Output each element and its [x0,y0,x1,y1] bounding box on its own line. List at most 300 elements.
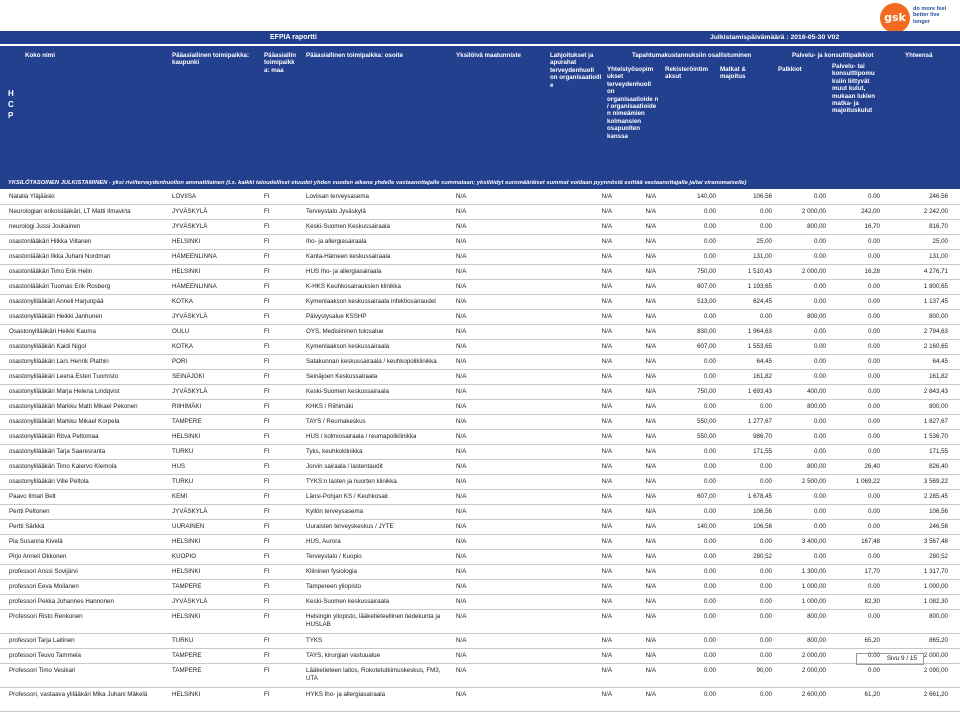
cell-reg: 0.00 [703,478,716,485]
cell-city: HELSINKI [172,268,201,275]
header-sponsorship: Yhteistyösopim ukset terveydenhuoll on organisaatioide n / organisaatioide n nimeämien kolmansien osapuolten kanssa [607,66,659,140]
cell-total: 106,56 [929,508,948,515]
cell-rel: 0.00 [867,328,880,335]
cell-city: KEMI [172,493,188,500]
cell-country: FI [264,538,270,545]
cell-id: N/A [456,448,467,455]
cell-don: N/A [601,583,612,590]
cell-fees: 0.00 [813,238,826,245]
cell-total: 64,45 [932,358,948,365]
table-row [0,385,960,400]
header-unique-id: Yksilöivä maatunniste [456,52,521,59]
cell-spon: N/A [645,667,656,674]
cell-rel: 0.00 [867,298,880,305]
cell-id: N/A [456,463,467,470]
gsk-logo-tagline: do more feel better live longer [913,6,947,25]
cell-travel: 1 277,67 [747,418,772,425]
cell-total: 865,20 [929,637,948,644]
cell-spon: N/A [645,313,656,320]
cell-travel: 0.00 [759,478,772,485]
cell-fees: 800,00 [807,637,826,644]
cell-reg: 0.00 [703,253,716,260]
cell-city: SEINÄJOKI [172,373,205,380]
cell-country: FI [264,313,270,320]
cell-country: FI [264,553,270,560]
header-country: Pääasiallin toimipaikk a: maa [264,52,296,74]
cell-id: N/A [456,553,467,560]
cell-country: FI [264,637,270,644]
cell-name: Osastonylilääkäri Heikki Kauma [9,328,97,335]
cell-name: osastonlääkäri Timo Erik Helin [9,268,93,275]
cell-name: osastonylilääkäri Markku Mikael Korpela [9,418,120,425]
cell-spon: N/A [645,433,656,440]
cell-country: FI [264,358,270,365]
header-city: Pääasiallinen toimipaikka: kaupunki [172,52,250,67]
cell-address: K-HKS Keuhkosairauksien klinikka [306,283,401,290]
cell-name: Professori, vastaava ylilääkäri Mika Juhani Mäkelä [9,691,148,698]
cell-address: Satakunnan keskussairaala / keuhkopoliklinikka [306,358,437,365]
cell-id: N/A [456,478,467,485]
cell-address: Kliininen fysiologia [306,568,357,575]
cell-city: PORI [172,358,188,365]
cell-rel: 0.00 [867,493,880,500]
cell-name: Neurologian erikoislääkäri, LT Matti Ilmavirta [9,208,131,215]
cell-address: Tyks, keuhkoklinikka [306,448,363,455]
cell-name: osastonylilääkäri Anneli Harjunpää [9,298,104,305]
cell-id: N/A [456,523,467,530]
cell-travel: 90,00 [756,667,772,674]
cell-address: Kymenlaakson keskussairaala [306,343,390,350]
cell-travel: 1 693,43 [747,388,772,395]
cell-spon: N/A [645,268,656,275]
cell-travel: 0.00 [759,538,772,545]
cell-reg: 607,00 [697,283,716,290]
cell-city: HUS [172,463,186,470]
cell-rel: 1 069,22 [855,478,880,485]
cell-travel: 25,00 [756,238,772,245]
cell-country: FI [264,268,270,275]
cell-spon: N/A [645,328,656,335]
cell-don: N/A [601,523,612,530]
cell-don: N/A [601,418,612,425]
cell-fees: 400,00 [807,388,826,395]
cell-fees: 2 000,00 [801,208,826,215]
cell-spon: N/A [645,568,656,575]
cell-total: 800,00 [929,613,948,620]
cell-id: N/A [456,358,467,365]
gsk-logo-mark: gsk [880,3,910,33]
cell-travel: 280,52 [753,553,772,560]
cell-travel: 64,45 [756,358,772,365]
cell-spon: N/A [645,403,656,410]
cell-name: professori Anssi Sovijärvi [9,568,78,575]
cell-id: N/A [456,223,467,230]
cell-name: Pia Susanna Kivelä [9,538,63,545]
cell-name: osastonylilääkäri Markku Matti Mikael Pekonen [9,403,138,410]
cell-address: Terveystalo / Kuopio [306,553,362,560]
cell-spon: N/A [645,553,656,560]
cell-country: FI [264,298,270,305]
cell-reg: 550,00 [697,433,716,440]
cell-don: N/A [601,538,612,545]
cell-travel: 1 510,43 [747,268,772,275]
cell-fees: 0.00 [813,508,826,515]
cell-id: N/A [456,298,467,305]
hcp-label: H C P [8,89,14,120]
cell-name: professori Tarja Laitinen [9,637,75,644]
cell-rel: 242,00 [861,208,880,215]
cell-don: N/A [601,403,612,410]
cell-country: FI [264,583,270,590]
cell-country: FI [264,652,270,659]
cell-name: osastonylilääkäri Ritva Peltomaa [9,433,99,440]
cell-fees: 0.00 [813,448,826,455]
cell-don: N/A [601,223,612,230]
cell-name: professori Pekka Johannes Hannonen [9,598,114,605]
table-row [0,400,960,415]
cell-country: FI [264,373,270,380]
cell-address: Seinäjoen Keskussairaala [306,373,378,380]
cell-country: FI [264,493,270,500]
cell-don: N/A [601,613,612,620]
cell-travel: 171,55 [753,448,772,455]
cell-name: osastonylilääkäri Heikki Janhunen [9,313,103,320]
cell-don: N/A [601,652,612,659]
cell-travel: 161,82 [753,373,772,380]
cell-address: Loviisan terveysasema [306,193,369,200]
cell-rel: 0.00 [867,403,880,410]
cell-rel: 0.00 [867,508,880,515]
cell-reg: 750,00 [697,268,716,275]
cell-total: 161,82 [929,373,948,380]
cell-reg: 0.00 [703,652,716,659]
table-row [0,415,960,430]
cell-total: 1 827,67 [923,418,948,425]
cell-spon: N/A [645,448,656,455]
cell-fees: 0.00 [813,418,826,425]
cell-travel: 0.00 [759,568,772,575]
cell-address: Terveystalo Jyväskylä [306,208,366,215]
cell-travel: 0.00 [759,463,772,470]
cell-total: 2 794,63 [923,328,948,335]
cell-fees: 0.00 [813,298,826,305]
cell-city: HÄMEENLINNA [172,253,217,260]
cell-travel: 106,56 [753,193,772,200]
cell-rel: 16,70 [864,223,880,230]
cell-city: LOVIISA [172,193,197,200]
cell-id: N/A [456,373,467,380]
cell-don: N/A [601,691,612,698]
cell-spon: N/A [645,478,656,485]
table-row [0,190,960,205]
table-row [0,475,960,490]
cell-reg: 513,00 [697,298,716,305]
cell-city: RIIHIMÄKI [172,403,202,410]
cell-total: 2 285,45 [923,493,948,500]
cell-address: Keski-Suomen keskussairaala [306,598,389,605]
cell-country: FI [264,208,270,215]
cell-total: 2 843,43 [923,388,948,395]
table-row [0,610,960,634]
cell-address: Kymenlaakson keskussairaala infektiosairaudet [306,298,437,305]
cell-city: TAMPERE [172,652,202,659]
table-row [0,265,960,280]
cell-travel: 0.00 [759,652,772,659]
cell-name: Professori Timo Vesikari [9,667,76,674]
cell-total: 826,40 [929,463,948,470]
cell-address: HUS / kolmiosairaala / reumapoliklinikka [306,433,417,440]
header-related: Palvelu- tai konsulttipomu ksiin liittyvät muut kulut, mukaan lukien matka- ja majoituskulut [832,63,875,115]
cell-id: N/A [456,253,467,260]
cell-rel: 0.00 [867,583,880,590]
cell-fees: 0.00 [813,553,826,560]
table-row [0,490,960,505]
cell-address: TAYS, kirurgian vastuualue [306,652,381,659]
cell-rel: 0.00 [867,358,880,365]
cell-travel: 1 964,63 [747,328,772,335]
title-bar-blank [0,31,170,44]
cell-address: Keski-Suomen Keskussairaala [306,223,390,230]
cell-reg: 0.00 [703,358,716,365]
cell-fees: 2 500,00 [801,478,826,485]
cell-rel: 0.00 [867,313,880,320]
cell-fees: 2 000,00 [801,667,826,674]
cell-name: osastonylilääkäri Tarja Saaresranta [9,448,106,455]
cell-reg: 0.00 [703,223,716,230]
cell-city: OULU [172,328,190,335]
cell-rel: 0.00 [867,238,880,245]
cell-address: HYKS Iho- ja allergiasairaala [306,691,386,698]
cell-id: N/A [456,598,467,605]
cell-country: FI [264,433,270,440]
cell-travel: 0.00 [759,583,772,590]
cell-rel: 82,30 [864,598,880,605]
cell-fees: 0.00 [813,523,826,530]
cell-total: 816,70 [929,223,948,230]
cell-rel: 17,70 [864,568,880,575]
cell-spon: N/A [645,463,656,470]
cell-don: N/A [601,268,612,275]
table-row [0,280,960,295]
cell-city: JYVÄSKYLÄ [172,508,208,515]
cell-country: FI [264,388,270,395]
cell-reg: 0.00 [703,667,716,674]
cell-reg: 140,00 [697,523,716,530]
cell-id: N/A [456,568,467,575]
table-row [0,445,960,460]
cell-city: JYVÄSKYLÄ [172,208,208,215]
cell-reg: 0.00 [703,538,716,545]
cell-id: N/A [456,313,467,320]
cell-reg: 607,00 [697,343,716,350]
cell-name: osastonylilääkäri Kaidi Nigol [9,343,87,350]
cell-fees: 1 000,00 [801,583,826,590]
cell-name: osastonylilääkäri Timo Kalervo Klemola [9,463,117,470]
cell-address: KHKS / Riihimäki [306,403,354,410]
table-row [0,550,960,565]
table-row [0,580,960,595]
cell-spon: N/A [645,238,656,245]
cell-travel: 986,70 [753,433,772,440]
cell-don: N/A [601,508,612,515]
cell-fees: 0.00 [813,433,826,440]
cell-don: N/A [601,313,612,320]
cell-spon: N/A [645,493,656,500]
cell-spon: N/A [645,598,656,605]
cell-name: Paavo Ilmari Belt [9,493,56,500]
cell-spon: N/A [645,523,656,530]
table-row [0,634,960,649]
cell-rel: 0.00 [867,523,880,530]
cell-country: FI [264,523,270,530]
report-title: EFPIA raportti [170,31,570,44]
cell-fees: 800,00 [807,463,826,470]
cell-spon: N/A [645,343,656,350]
cell-rel: 0.00 [867,373,880,380]
cell-country: FI [264,691,270,698]
cell-city: TAMPERE [172,583,202,590]
cell-fees: 2 600,00 [801,691,826,698]
cell-travel: 1 193,65 [747,283,772,290]
cell-fees: 0.00 [813,193,826,200]
cell-city: TAMPERE [172,418,202,425]
table-row [0,430,960,445]
cell-address: Keski-Suomen keskussairaala [306,388,389,395]
cell-reg: 750,00 [697,388,716,395]
cell-city: HELSINKI [172,433,201,440]
cell-address: TAYS / Reumakeskus [306,418,366,425]
header-address: Pääasiallinen toimipaikka: osoite [306,52,403,59]
cell-city: HELSINKI [172,568,201,575]
cell-name: Pirjo Anneli Okkonen [9,553,67,560]
cell-address: Päivystysalue KSSHP [306,313,367,320]
header-travel: Matkat & majoitus [720,66,746,81]
cell-spon: N/A [645,508,656,515]
cell-reg: 0.00 [703,238,716,245]
cell-total: 1 536,70 [923,433,948,440]
cell-spon: N/A [645,208,656,215]
cell-fees: 0.00 [813,358,826,365]
cell-spon: N/A [645,652,656,659]
cell-travel: 131,00 [753,253,772,260]
cell-travel: 0.00 [759,223,772,230]
cell-city: KOTKA [172,298,193,305]
cell-country: FI [264,193,270,200]
cell-reg: 0.00 [703,637,716,644]
cell-name: osastonlääkäri Hilkka Viitanen [9,238,92,245]
cell-total: 171,55 [929,448,948,455]
cell-id: N/A [456,193,467,200]
cell-don: N/A [601,493,612,500]
cell-travel: 0.00 [759,613,772,620]
cell-city: TURKU [172,448,194,455]
cell-total: 2 090,00 [923,667,948,674]
cell-total: 246,56 [929,193,948,200]
cell-reg: 830,00 [697,328,716,335]
cell-country: FI [264,598,270,605]
cell-country: FI [264,223,270,230]
cell-reg: 0.00 [703,373,716,380]
cell-don: N/A [601,388,612,395]
cell-rel: 0.00 [867,283,880,290]
cell-don: N/A [601,358,612,365]
cell-don: N/A [601,637,612,644]
table-row [0,325,960,340]
cell-spon: N/A [645,253,656,260]
table-row [0,235,960,250]
cell-fees: 800,00 [807,403,826,410]
cell-address: Jorvin sairaala / lastentaudit [306,463,383,470]
cell-country: FI [264,343,270,350]
cell-address: Iho- ja allergiasairaala [306,238,367,245]
cell-spon: N/A [645,358,656,365]
cell-country: FI [264,328,270,335]
cell-reg: 0.00 [703,208,716,215]
cell-travel: 1 678,45 [747,493,772,500]
cell-fees: 0.00 [813,283,826,290]
cell-city: HELSINKI [172,613,201,620]
table-row [0,250,960,265]
cell-total: 246,56 [929,523,948,530]
cell-spon: N/A [645,283,656,290]
cell-name: Pertti Peltonen [9,508,50,515]
cell-fees: 800,00 [807,613,826,620]
cell-reg: 0.00 [703,403,716,410]
cell-rel: 65,20 [864,637,880,644]
cell-id: N/A [456,493,467,500]
cell-rel: 167,48 [861,538,880,545]
table-row [0,295,960,310]
table-row [0,595,960,610]
cell-city: HELSINKI [172,691,201,698]
header-service-group: Palvelu- ja konsulttipalkkiot [792,52,874,59]
cell-travel: 0.00 [759,691,772,698]
cell-name: osastonylilääkäri Leena Esteri Tuomisto [9,373,119,380]
cell-name: professori Teuvo Tammela [9,652,81,659]
cell-rel: 61,20 [864,691,880,698]
cell-country: FI [264,238,270,245]
cell-id: N/A [456,343,467,350]
cell-fees: 0.00 [813,343,826,350]
cell-rel: 26,40 [864,463,880,470]
cell-don: N/A [601,193,612,200]
cell-total: 3 567,48 [923,538,948,545]
cell-spon: N/A [645,637,656,644]
cell-spon: N/A [645,613,656,620]
cell-total: 2 661,20 [923,691,948,698]
cell-spon: N/A [645,691,656,698]
cell-name: osastonlääkäri Tuomas Erik Rosberg [9,283,111,290]
cell-id: N/A [456,283,467,290]
cell-country: FI [264,613,270,620]
cell-id: N/A [456,433,467,440]
cell-spon: N/A [645,223,656,230]
cell-id: N/A [456,691,467,698]
cell-total: 1 317,70 [923,568,948,575]
cell-country: FI [264,508,270,515]
table-row [0,460,960,475]
cell-reg: 140,00 [697,193,716,200]
cell-total: 25,00 [932,238,948,245]
cell-rel: 16,28 [864,268,880,275]
cell-travel: 624,45 [753,298,772,305]
cell-fees: 800,00 [807,313,826,320]
cell-don: N/A [601,667,612,674]
cell-total: 1 082,30 [923,598,948,605]
cell-fees: 1 300,00 [801,568,826,575]
cell-don: N/A [601,433,612,440]
cell-spon: N/A [645,193,656,200]
